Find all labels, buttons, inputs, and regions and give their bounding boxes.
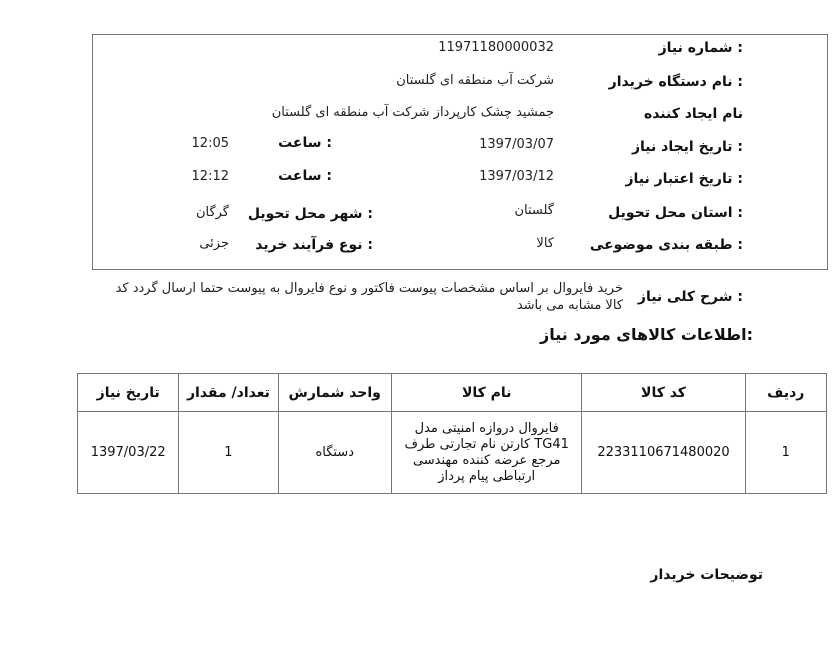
creator-value: جمشید چشک کارپرداز شرکت آب منطقه ای گلستان [271,105,554,120]
create-time-value: 12:05 [191,136,229,151]
table-row [78,412,827,494]
cell-quantity: 1 [179,412,278,494]
header-quantity: تعداد/ مقدار [179,374,278,412]
goods-table [77,373,827,494]
item-name-line: ارتباطی پیام پرداز [438,468,536,484]
header-item-code: کد کالا [582,374,745,412]
summary-line-2: کالا مشابه می باشد [516,298,623,313]
creator-label: نام ایجاد کننده [643,106,743,122]
cell-item-code: 2233110671480020 [582,412,745,494]
header-unit: واحد شمارش [278,374,391,412]
process-type-label: نوع فرآیند خرید : [255,237,373,253]
valid-time-label: ساعت : [278,168,332,184]
item-name-line: مرجع عرضه کننده مهندسی [412,452,561,468]
delivery-city-label: شهر محل تحویل : [247,206,373,222]
cell-unit: دستگاه [278,412,391,494]
summary-line-1: خرید فایروال بر اساس مشخصات پیوست فاکتور و نوع فایروال به پیوست حتما ارسال گردد کد [115,281,623,296]
buyer-org-value: شرکت آب منطقه ای گلستان [396,73,554,88]
delivery-province-value: گلستان [514,203,554,218]
category-value: کالا [536,236,554,251]
valid-date-label: تاریخ اعتبار نیاز : [625,171,743,187]
item-name-line: فایروال دروازه امنیتی مدل [414,420,559,436]
summary-label: شرح کلی نیاز : [637,289,743,305]
buyer-notes-label: توضیحات خریدار [650,567,763,583]
process-type-value: جزئی [199,236,229,251]
header-row-number: ردیف [745,374,827,412]
create-time-label: ساعت : [278,135,332,151]
header-item-name: نام کالا [391,374,582,412]
create-date-label: تاریخ ایجاد نیاز : [631,139,743,155]
cell-row-number: 1 [745,412,827,494]
need-number-label: شماره نیاز : [658,40,743,56]
valid-time-value: 12:12 [191,169,229,184]
delivery-city-value: گرگان [195,205,229,220]
header-need-date: تاریخ نیاز [78,374,179,412]
need-number-value: 11971180000032 [438,40,554,55]
cell-need-date: 1397/03/22 [78,412,179,494]
valid-date-value: 1397/03/12 [479,169,554,184]
buyer-org-label: نام دستگاه خریدار : [608,74,743,90]
goods-table-header-row [78,374,827,412]
item-name-line: TG41 کارتن نام تجارتی طرف [404,436,569,452]
category-label: طبقه بندی موضوعی : [589,237,743,253]
delivery-province-label: استان محل تحویل : [608,205,743,221]
create-date-value: 1397/03/07 [479,137,554,152]
page-title-fragment [300,0,530,2]
cell-item-name [391,412,582,494]
goods-section-title: اطلاعات کالاهای مورد نیاز: [540,325,753,344]
